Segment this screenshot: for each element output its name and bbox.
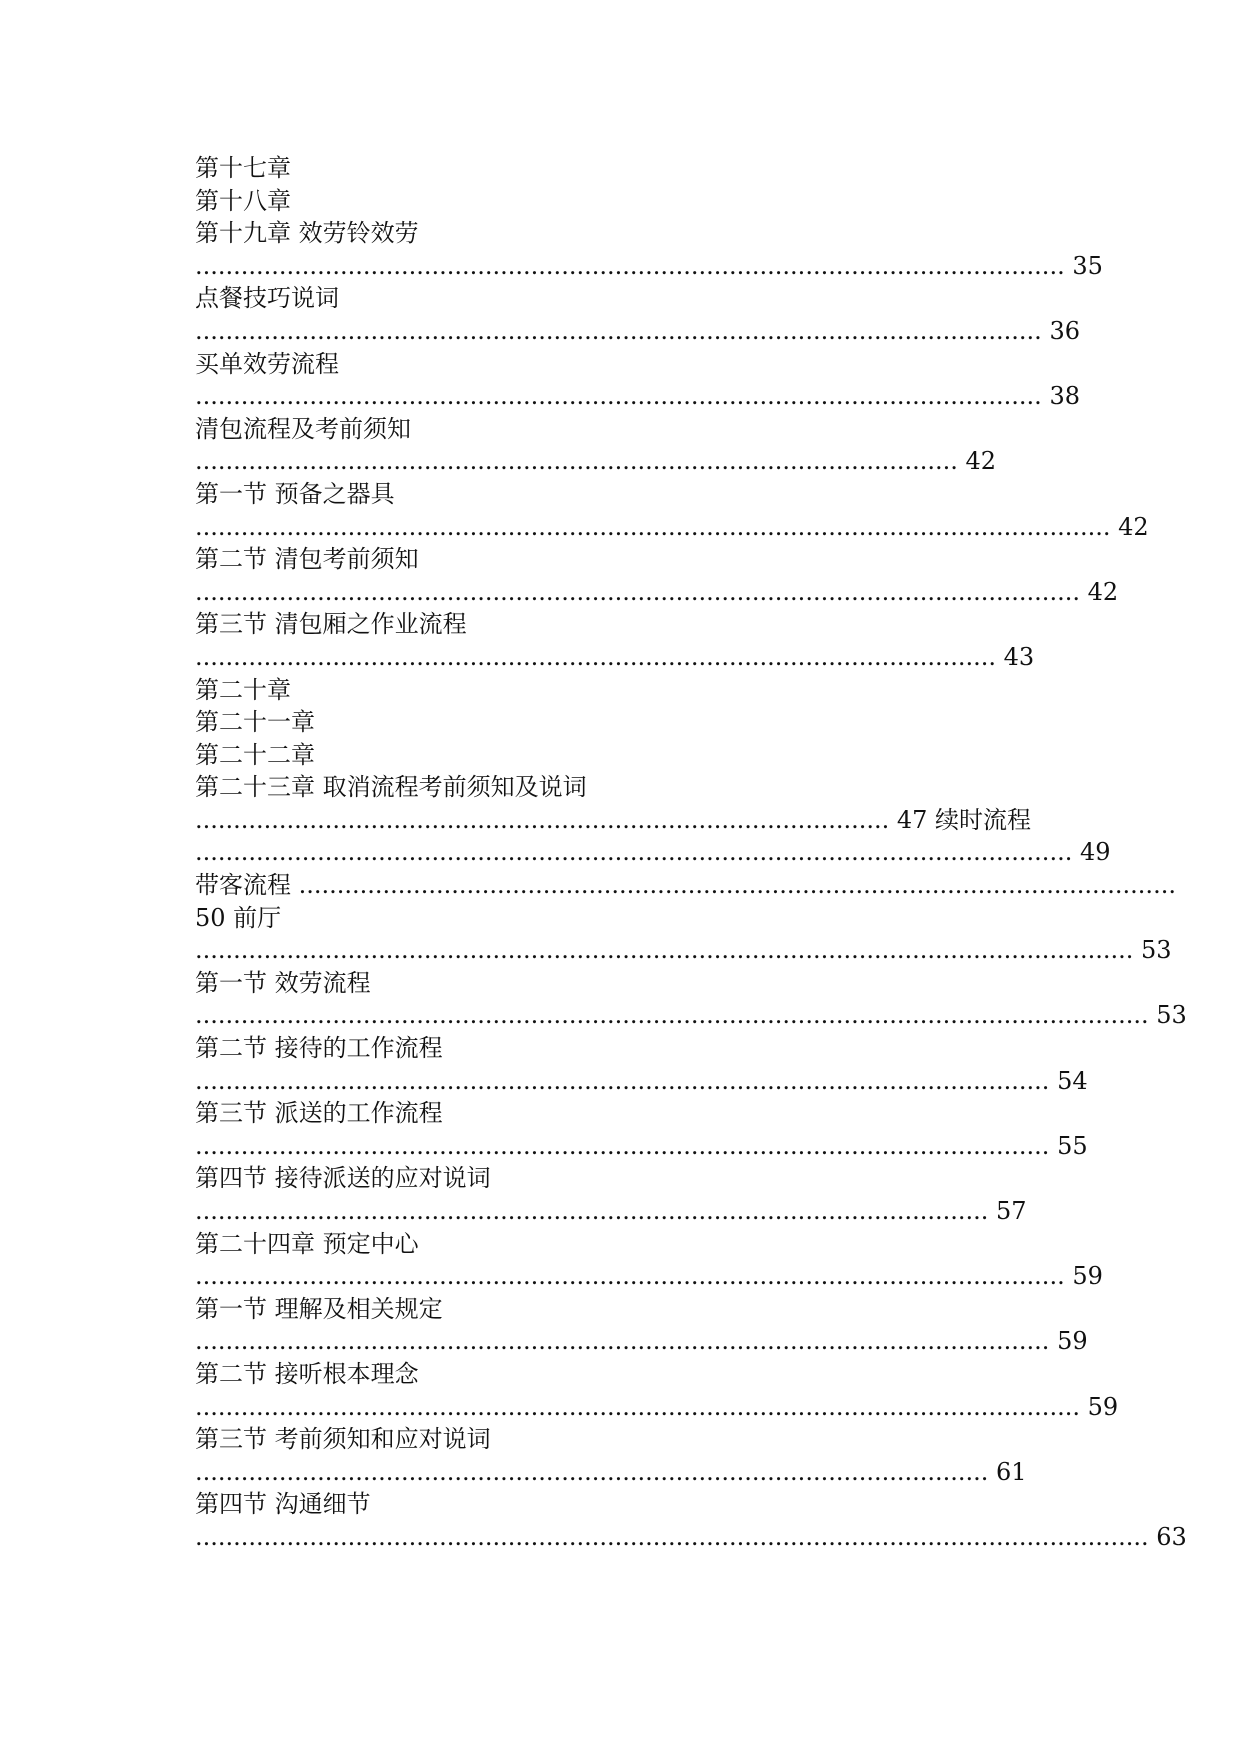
toc-line: 第一节 效劳流程 <box>195 968 371 997</box>
toc-leader-line: ........................................................................................................................... 53 <box>195 936 1172 965</box>
toc-line: 点餐技巧说词 <box>195 284 339 313</box>
table-of-contents <box>195 152 1187 1554</box>
toc-leader-line: ........................................................................................................ 61 <box>195 1457 1027 1486</box>
toc-line: 第一节 理解及相关规定 <box>195 1294 443 1323</box>
toc-leader-line: ............................................................................................................................. 63 <box>195 1522 1187 1551</box>
toc-line: 第四节 接待派送的应对说词 <box>195 1164 491 1193</box>
toc-leader-line: .................................................................................................................... 59 <box>195 1392 1119 1421</box>
toc-line: 第二十三章 取消流程考前须知及说词 <box>195 773 587 802</box>
toc-line: 第十七章 <box>195 154 291 182</box>
toc-line: 第十八章 <box>195 186 291 215</box>
toc-line: 第三节 考前须知和应对说词 <box>195 1425 491 1454</box>
toc-leader-line: ........................................................................................................ 57 <box>195 1197 1027 1225</box>
toc-leader-line: ............................................................................................................... 38 <box>195 382 1080 411</box>
toc-line: 清包流程及考前须知 <box>195 414 411 443</box>
toc-leader-line: .................................................................................................................. 35 <box>195 251 1103 280</box>
toc-leader-line: 带客流程 ................................................................................................................... <box>195 871 1176 900</box>
toc-line: 第一节 预备之器具 <box>195 479 395 508</box>
toc-line: 第二十一章 <box>195 708 315 737</box>
toc-line: 50 前厅 <box>195 903 282 932</box>
toc-leader-line: ................................................................................................................ 54 <box>195 1066 1088 1095</box>
toc-leader-line: ............................................................................................................... 36 <box>195 316 1080 345</box>
toc-leader-line: ................................................................................................................... 49 <box>195 838 1111 867</box>
toc-line: 第四节 沟通细节 <box>195 1490 371 1519</box>
toc-line: 第三节 派送的工作流程 <box>195 1099 443 1128</box>
toc-leader-line: .................................................................................................................... 42 <box>195 577 1119 606</box>
toc-line: 第二十四章 预定中心 <box>195 1229 419 1258</box>
toc-leader-line: ........................................................................................................................ 42 <box>195 512 1149 541</box>
toc-leader-line: .................................................................................................... 42 <box>195 447 997 476</box>
toc-leader-line: .................................................................................................................. 59 <box>195 1262 1103 1291</box>
toc-line: 第二十章 <box>195 675 291 704</box>
toc-leader-line: ......................................................................................................... 43 <box>195 642 1035 671</box>
toc-leader-line: ................................................................................................................ 55 <box>195 1131 1088 1160</box>
toc-line: 买单效劳流程 <box>195 349 339 378</box>
toc-line: 第三节 清包厢之作业流程 <box>195 610 467 639</box>
toc-line: 第二节 清包考前须知 <box>195 545 419 574</box>
toc-leader-line: ........................................................................................... 47 续时流程 <box>195 805 1032 834</box>
toc-line: 第十九章 效劳铃效劳 <box>195 219 419 248</box>
toc-line: 第二节 接听根本理念 <box>195 1359 419 1388</box>
toc-line: 第二十二章 <box>195 740 315 769</box>
toc-line: 第二节 接待的工作流程 <box>195 1034 443 1063</box>
toc-leader-line: ............................................................................................................................. 53 <box>195 1001 1187 1030</box>
toc-leader-line: ................................................................................................................ 59 <box>195 1327 1088 1356</box>
